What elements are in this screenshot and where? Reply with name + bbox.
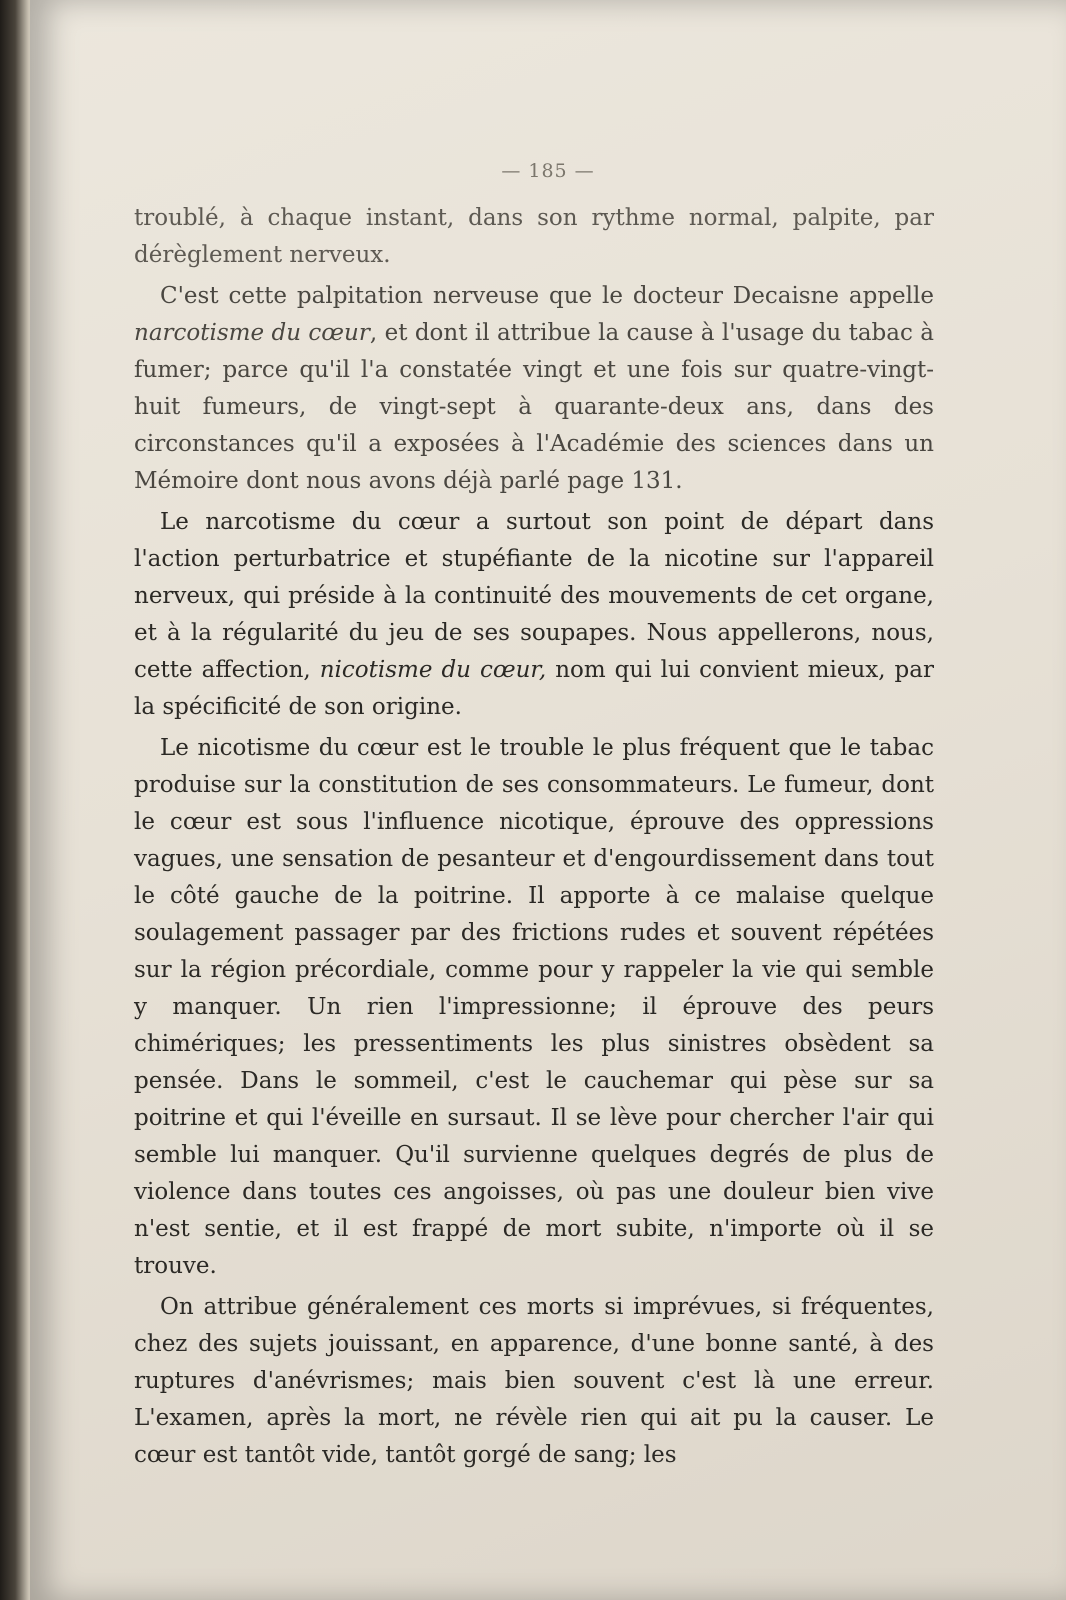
text-run: troublé, à chaque instant, dans son rythme normal, palpite, par dérèglement nerveux.	[134, 205, 934, 268]
paragraph	[134, 504, 934, 726]
text-run: Le nicotisme du cœur est le trouble le plus fréquent que le tabac produise sur la constitution de ses consommateurs. Le fumeur, dont le cœur est sous l'influence nicotique, éprouve des oppressions vagues, une sensation de pesanteur et d'engourdissement dans tout le côté gauche de la poitrine. Il apporte à ce malaise quelque soulagement passager par des frictions rudes et souvent répétées sur la région précordiale, comme pour y rappeler la vie qui semble y manquer. Un rien l'impressionne; il éprouve des peurs chimériques; les pressentiments les plus sinistres obsèdent sa pensée. Dans le sommeil, c'est le cauchemar qui pèse sur sa poitrine et qui l'éveille en sursaut. Il se lève pour chercher l'air qui semble lui manquer. Qu'il survienne quelques degrés de plus de violence dans toutes ces angoisses, où pas une douleur bien vive n'est sentie, et il est frappé de mort subite, n'importe où il se trouve.	[134, 735, 934, 1279]
paragraph-continuation	[134, 200, 934, 274]
page-number: — 185 —	[501, 160, 595, 182]
text-run: nom qui lui convient mieux, par la spécificité de son origine.	[134, 657, 934, 720]
text-run: On attribue généralement ces morts si imprévues, si fréquentes, chez des sujets jouissant, en apparence, d'une bonne santé, à des ruptures d'anévrismes; mais bien souvent c'est là une erreur. L'examen, après la mort, ne révèle rien qui ait pu la causer. Le cœur est tantôt vide, tantôt gorgé de sang; les	[134, 1294, 934, 1468]
text-run: , et dont il attribue la cause à l'usage du tabac à fumer; parce qu'il l'a constatée vingt et une fois sur quatre-vingt-huit fumeurs, de vingt-sept à quarante-deux ans, dans des circonstances qu'il a exposées à l'Académie des sciences dans un Mémoire dont nous avons déjà parlé page 131.	[134, 320, 934, 494]
body-text	[134, 200, 934, 1474]
paragraph	[134, 730, 934, 1285]
italic-term: nicotisme du cœur,	[319, 657, 547, 683]
text-run: Le narcotisme du cœur a surtout son point de départ dans l'action perturbatrice et stupéfiante de la nicotine sur l'appareil nerveux, qui préside à la continuité des mouvements de cet organe, et à la régularité du jeu de ses soupapes. Nous appellerons, nous, cette affection,	[134, 509, 934, 683]
italic-term: narcotisme du cœur	[134, 320, 370, 346]
book-page	[30, 0, 1066, 1600]
paragraph	[134, 278, 934, 500]
text-run: C'est cette palpitation nerveuse que le docteur Decaisne appelle	[160, 283, 934, 309]
paragraph	[134, 1289, 934, 1474]
